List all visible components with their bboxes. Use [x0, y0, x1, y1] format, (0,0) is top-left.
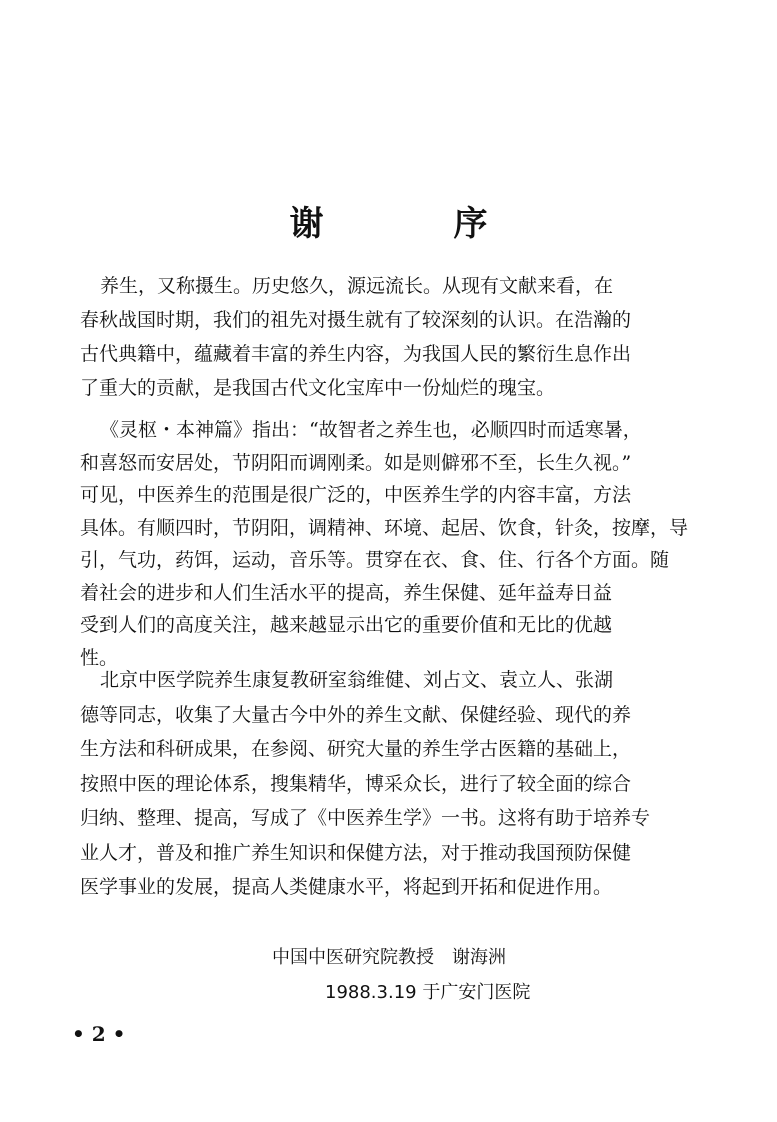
signature-date-place: 1988.3.19 于广安门医院 [325, 982, 531, 1003]
text-line: 引，气功，药饵，运动，音乐等。贯穿在衣、食、住、行各个方面。随 [80, 549, 670, 571]
text-line: 《灵枢・本神篇》指出：“故智者之养生也，必顺四时而适寒暑， [100, 419, 642, 441]
text-line: 具体。有顺四时，节阴阳，调精神、环境、起居、饮食，针灸，按摩，导 [80, 516, 689, 539]
signature-author: 中国中医研究院教授 谢海洲 [272, 947, 506, 968]
page-title: 谢 序 [289, 204, 536, 244]
text-line: 春秋战国时期，我们的祖先对摄生就有了较深刻的认识。在浩瀚的 [80, 309, 632, 331]
text-line: 可见，中医养生的范围是很广泛的，中医养生学的内容丰富，方法 [80, 484, 632, 506]
text-line: 古代典籍中，蕴藏着丰富的养生内容，为我国人民的繁衍生息作出 [80, 343, 632, 365]
text-line: 业人才，普及和推广养生知识和保健方法，对于推动我国预防保健 [80, 841, 632, 864]
text-line: 医学事业的发展，提高人类健康水平，将起到开拓和促进作用。 [80, 876, 613, 898]
text-line: 性。 [80, 646, 119, 669]
page-number: • 2 • [72, 1022, 126, 1046]
text-line: 着社会的进步和人们生活水平的提高，养生保健、延年益寿日益 [80, 581, 613, 604]
text-line: 受到人们的高度关注，越来越显示出它的重要价值和无比的优越 [80, 614, 613, 636]
text-line: 了重大的贡献，是我国古代文化宝库中一份灿烂的瑰宝。 [80, 377, 556, 399]
text-line: 按照中医的理论体系，搜集精华，博采众长，进行了较全面的综合 [80, 772, 632, 795]
text-line: 生方法和科研成果，在参阅、研究大量的养生学古医籍的基础上， [80, 738, 632, 760]
text-line: 和喜怒而安居处，节阴阳而调刚柔。如是则僻邪不至，长生久视。” [80, 451, 632, 474]
text-line: 养生，又称摄生。历史悠久，源远流长。从现有文献来看，在 [100, 275, 614, 297]
text-line: 德等同志，收集了大量古今中外的养生文献、保健经验、现代的养 [80, 703, 632, 726]
text-line: 归纳、整理、提高，写成了《中医养生学》一书。这将有助于培养专 [80, 807, 651, 829]
text-line: 北京中医学院养生康复教研室翁维健、刘占文、袁立人、张湖 [100, 669, 614, 691]
